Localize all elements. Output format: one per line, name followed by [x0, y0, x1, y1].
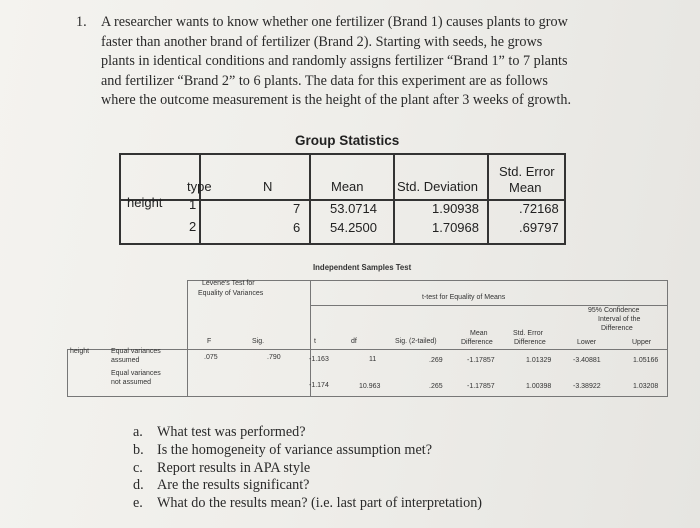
header-n: N	[263, 179, 273, 194]
subquestion-item	[133, 424, 482, 442]
cell-type: 1	[189, 197, 197, 212]
question-text	[101, 13, 636, 111]
cell-mean-difference: -1.17857	[467, 357, 495, 364]
header-mean-difference: Difference	[461, 339, 493, 346]
cell-n: 6	[293, 220, 301, 235]
header-std-error-difference: Std. Error	[513, 330, 543, 337]
table-rule	[310, 280, 311, 397]
ci-header: 95% Confidence	[588, 307, 640, 314]
subquestion-list	[133, 424, 482, 513]
question-line: plants in identical conditions and randomly assigns fertilizer “Brand 1” to 7 plants	[101, 53, 568, 70]
header-mean-difference: Mean	[470, 330, 488, 337]
subquestion-item	[133, 460, 482, 478]
ci-header: Difference	[601, 325, 633, 332]
table-rule	[487, 155, 489, 243]
row-label-height: height	[127, 195, 163, 210]
cell-type: 2	[189, 219, 197, 234]
cell-std-error: .69797	[519, 220, 559, 235]
group-statistics-title: Group Statistics	[295, 133, 400, 148]
cell-upper: 1.03208	[633, 383, 659, 390]
header-sig: Sig.	[252, 338, 265, 345]
levene-header: Levene's Test for	[202, 280, 255, 287]
table-rule	[67, 396, 667, 397]
subquestion-letter: c.	[133, 459, 143, 476]
question-line: faster than another brand of fertilizer (Brand 2). Starting with seeds, he grows	[101, 33, 543, 50]
header-mean: Mean	[331, 179, 364, 194]
header-upper: Upper	[632, 339, 652, 346]
table-rule	[199, 155, 201, 243]
subquestion-text: Report results in APA style	[157, 459, 311, 476]
cell-std-deviation: 1.70968	[432, 220, 479, 235]
subquestion-letter: e.	[133, 495, 143, 512]
subquestion-item	[133, 495, 482, 513]
ci-header: Interval of the	[598, 316, 641, 323]
question-number: 1.	[76, 14, 87, 30]
cell-df: 10.963	[359, 383, 381, 390]
table-rule	[310, 305, 667, 306]
cell-mean-difference: -1.17857	[467, 383, 495, 390]
header-f: F	[207, 338, 212, 345]
cell-lower: -3.40881	[573, 357, 601, 364]
question-1	[76, 13, 636, 111]
header-lower: Lower	[577, 339, 597, 346]
cell-sig-2-tailed: .269	[429, 357, 443, 364]
cell-t: -1.174	[309, 382, 329, 389]
table-rule	[67, 349, 68, 397]
cell-std-error: .72168	[519, 201, 559, 216]
cell-mean: 54.2500	[330, 220, 377, 235]
subquestion-text: What test was performed?	[157, 424, 306, 440]
header-t: t	[314, 338, 316, 345]
levene-header: Equality of Variances	[198, 290, 264, 297]
header-type: type	[187, 179, 212, 194]
cell-lower: -3.38922	[573, 383, 601, 390]
cell-mean: 53.0714	[330, 201, 377, 216]
subquestion-letter: d.	[133, 477, 144, 494]
subquestion-item	[133, 477, 482, 495]
cell-f: .075	[204, 354, 218, 361]
question-line: and fertilizer “Brand 2” to 6 plants. The data for this experiment are as follows	[101, 72, 548, 89]
cell-n: 7	[293, 201, 301, 216]
group-statistics-table	[119, 153, 566, 245]
row-label-equal-variances: assumed	[111, 357, 140, 364]
subquestion-text: What do the results mean? (i.e. last part of interpretation)	[157, 495, 483, 512]
subquestion-text: Is the homogeneity of variance assumption met?	[157, 441, 433, 458]
subquestion-text: Are the results significant?	[157, 477, 310, 494]
question-line: A researcher wants to know whether one fertilizer (Brand 1) causes plants to grow	[101, 14, 568, 30]
header-std-error-difference: Difference	[514, 339, 546, 346]
cell-sig-2-tailed: .265	[429, 383, 443, 390]
cell-df: 11	[369, 356, 377, 363]
subquestion-letter: b.	[133, 441, 144, 458]
independent-samples-table	[67, 280, 668, 398]
question-line: where the outcome measurement is the height of the plant after 3 weeks of growth.	[101, 92, 572, 109]
header-std-deviation: Std. Deviation	[397, 179, 478, 194]
table-rule	[187, 280, 667, 281]
subquestion-item	[133, 442, 482, 460]
cell-t: -1.163	[309, 356, 329, 363]
header-sig-2-tailed: Sig. (2-tailed)	[395, 338, 437, 345]
row-label-height: height	[70, 348, 90, 355]
row-label-equal-variances: Equal variances	[111, 370, 161, 377]
table-rule	[309, 155, 311, 243]
table-rule	[667, 280, 668, 397]
table-rule	[187, 280, 188, 397]
subquestion-letter: a.	[133, 424, 143, 440]
cell-sig: .790	[267, 354, 281, 361]
header-std-error-mean: Mean	[509, 180, 542, 195]
cell-std-error-difference: 1.00398	[526, 383, 552, 390]
independent-test-title: Independent Samples Test	[313, 263, 412, 272]
ttest-header: t-test for Equality of Means	[422, 294, 506, 301]
header-df: df	[351, 338, 357, 345]
header-std-error: Std. Error	[499, 164, 555, 179]
cell-upper: 1.05166	[633, 357, 659, 364]
row-label-equal-variances: Equal variances	[111, 348, 161, 355]
row-label-equal-variances: not assumed	[111, 379, 152, 386]
cell-std-error-difference: 1.01329	[526, 357, 552, 364]
cell-std-deviation: 1.90938	[432, 201, 479, 216]
table-rule	[393, 155, 395, 243]
